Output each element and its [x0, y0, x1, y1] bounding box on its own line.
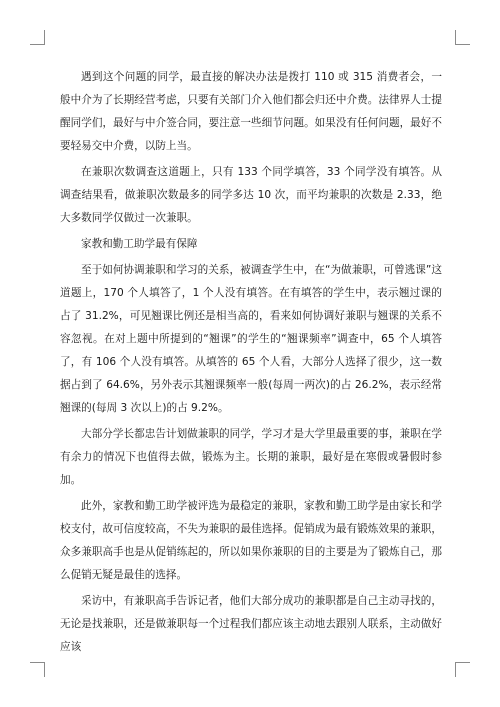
paragraph-intermediary-fee: 遇到这个问题的同学，最直接的解决办法是拨打 110 或 315 消费者会，一般中介为了长期经营考虑，只要有关部门介入他们都会归还中介费。法律界人士提醒同学们，最好与中介签合同，要注意一些细节问题。如果没有任何问题，最好不要轻易交中介费，以防上当。: [60, 71, 442, 152]
document-body: [60, 66, 442, 662]
section-heading: 家教和勤工助学最有保障: [81, 238, 198, 250]
paragraph-skipping-class: 至于如何协调兼职和学习的关系，被调查学生中，在“为做兼职，可曾逃课”这道题上，170 个人填答了，1 个人没有填答。在有填答的学生中，表示翘过课的占了 31.2%，可见翘课比例还是相当高的，看来如何协调好兼职与翘课的关系不容忽视。在对上题中所提到的“翘课”的学生的“翘课频率”调查中，65 个人填答了，有 106 个人没有填答。从填答的 65 个人看，大部分人选择了很少，这一数据占到了 64.6%，另外表示其翘课频率一般(每周一两次)的占 26.2%，表示经常翘课的(每周 3 次以上)的占 9.2%。: [60, 264, 442, 414]
paragraph-senior-advice: 大部分学长都忠告计划做兼职的同学，学习才是大学里最重要的事，兼职在学有余力的情况下也值得去做，锻炼为主。长期的兼职，最好是在寒假或暑假时参加。: [60, 428, 442, 486]
paragraph-job-count: 在兼职次数调查这道题上，只有 133 个同学填答，33 个同学没有填答。从调查结果看，做兼职次数最多的同学多达 10 次，而平均兼职的次数是 2.33，绝大多数同学仅做过一次兼职。: [60, 166, 442, 224]
paragraph-stable-jobs: 此外，家教和勤工助学被评选为最稳定的兼职，家教和勤工助学是由家长和学校支付，故可信度较高，不失为兼职的最佳选择。促销成为最有锻炼效果的兼职，众多兼职高手也是从促销练起的，所以如果你兼职的目的主要是为了锻炼自己，那么促销无疑是最佳的选择。: [60, 500, 442, 581]
crop-mark-bottom-left: [30, 662, 45, 677]
crop-mark-top-left: [30, 30, 45, 45]
paragraph-interview: 采访中，有兼职高手告诉记者，他们大部分成功的兼职都是自己主动寻找的，无论是找兼职，还是做兼职每一个过程我们都应该主动地去跟别人联系，主动做好应该: [60, 595, 442, 653]
crop-mark-top-right: [455, 30, 470, 45]
crop-mark-bottom-right: [455, 662, 470, 677]
